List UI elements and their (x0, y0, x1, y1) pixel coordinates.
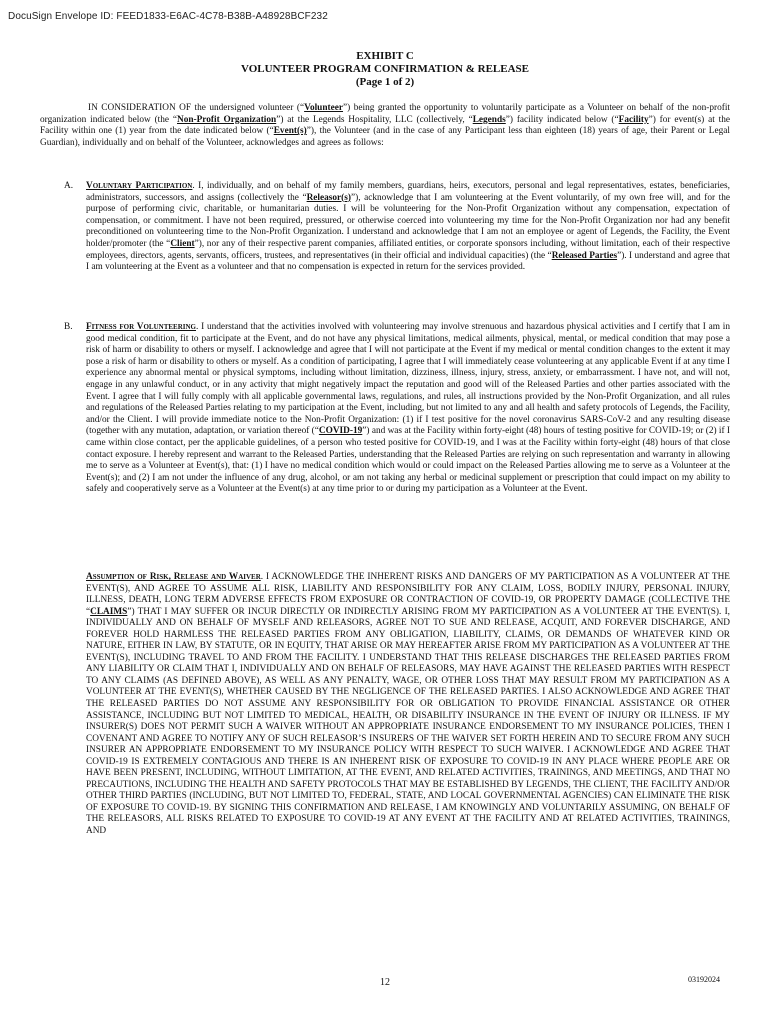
intro-text: ”) facility indicated below (“ (505, 114, 619, 125)
section-text: . I understand that the activities involved with volunteering may involve strenuous and hazardous physical activities and I certify that I am in good medical condition, fit to participate at the Event, and do not have any physical limitations, medical ailments, physical, mental, or medical condition that may pose a risk of harm or disability to others or myself. I acknowledge and agree that I will not participate at the Event if my medical or mental condition changes to the extent it may pose a risk of harm or disability to others or myself. As a condition of participating, I agree that I will immediately cease volunteering at any applicable Event if at any time I experience any abnormal mental or physical symptoms, including without limitation, dizziness, illness, injury, stress, anxiety, or embarrassment. I have not, and will not, engage in any unlawful conduct, or in any activity that might negatively impact the reputation and good will of the Released Parties and other parties associated with the Event. I agree that I will fully comply with all applicable governmental laws, regulations, and rules, all instructions provided by the Non-Profit Organization, and all rules and regulations of the Released Parties relating to my participation at the Event, including, but not limited to any and all health and safety protocols of Legends, the Facility, and/or the Client. I will provide immediate notice to the Non-Profit Organization: (1) if I test positive for the novel coronavirus SARS-CoV-2 and any resulting disease (together with any mutation, adaptation, or variation thereof (“ (86, 322, 730, 437)
defined-term-legends: Legends (472, 114, 506, 125)
exhibit-label: EXHIBIT C (356, 50, 414, 62)
defined-term-events: Event(s) (273, 126, 307, 137)
defined-term-covid-19: COVID-19 (318, 426, 363, 437)
intro-text: ”), the Volunteer (and in the case of any Participant less than eighteen (18) years of age, their Parent or Legal Guardian), individually and on behalf of the Volunteer, acknowledges and agrees as follows: (40, 126, 730, 148)
section-letter: B. (64, 322, 73, 332)
section-heading: Assumption of Risk, Release and Waiver (86, 572, 261, 582)
section-text: ”). I understand and agree that I am volunteering at the Event as a volunteer and that no compensation is expected in return for the services provided. (86, 250, 730, 273)
defined-term-client: Client (170, 238, 195, 249)
document-title: VOLUNTEER PROGRAM CONFIRMATION & RELEASE (240, 63, 530, 75)
intro-text: IN CONSIDERATION OF the undersigned volunteer (“ (88, 103, 305, 113)
docusign-envelope-id: DocuSign Envelope ID: FEED1833-E6AC-4C78-B38B-A48928BCF232 (8, 11, 328, 22)
section-fitness-for-volunteering (40, 322, 730, 496)
section-text: ”), nor any of their respective parent companies, affiliated entities, or corporate sponsors including, without limitation, each of their respective employees, directors, agents, servants, officers, trustees, and representatives (in their official and individual capacities) (the “ (86, 238, 731, 261)
intro-text: ”) for event(s) at the Facility within one (1) year from the date indicated below (“ (40, 114, 730, 137)
section-text: ”) and was at the Facility within forty-eight (48) hours of testing positive for COVID-19; or (2) if I came within close contact, per the applicable guidelines, of a person who tested positive for COVID-19, and I was at the Facility within forty-eight (48) hours of that close contact exposure. I hereby represent and warrant to the Released Parties, understanding that the Released Parties are relying on such representation and warranty in allowing me to serve as a Volunteer at Event(s), that: (1) I have no medical condition which would or could impact on the Released Parties allowing me to serve as a Volunteer at the Event(s); and (2) I am not under the influence of any drug, alcohol, or am not taking any herbal or medicinal supplement or prescription that could impact on my ability to safely and cooperatively serve as a Volunteer at the Event(s) at any time prior to or during my participation as a Volunteer at the Event. (86, 426, 730, 495)
page-number: 12 (380, 977, 390, 988)
section-text: . I, individually, and on behalf of my family members, guardians, heirs, executors, personal and legal representatives, estates, beneficiaries, administrators, successors, and assigns (collectively the “ (86, 181, 730, 203)
section-voluntary-participation (40, 181, 730, 274)
defined-term-facility: Facility (618, 114, 649, 125)
document-code: 03192024 (688, 975, 720, 984)
section-heading: Fitness for Volunteering (86, 322, 196, 332)
defined-term-claims: CLAIMS (90, 606, 128, 617)
section-text: ”) THAT I MAY SUFFER OR INCUR DIRECTLY OR INDIRECTLY ARISING FROM MY PARTICIPATION AS A VOLUNTEER AT THE EVENT(S). I, INDIVIDUALLY AND ON BEHALF OF MYSELF AND RELEASORS, AGREE NOT TO SUE AND RELEASE, ACQUIT, AND FOREVER DISCHARGE, AND FOREVER HOLD HARMLESS THE RELEASED PARTIES FROM ANY OBLIGATION, LIABILITY, CLAIMS, OR DEMANDS OF WHATEVER KIND OR NATURE, EITHER IN LAW, BY STATUTE, OR IN EQUITY, THAT ARISE OR MAY HEREAFTER ARISE FROM MY PARTICIPATION AS A VOLUNTEER AT THE EVENT(S), INCLUDING TRAVEL TO AND FROM THE FACILITY. I UNDERSTAND THAT THIS RELEASE DISCHARGES THE RELEASED PARTIES FROM ANY LIABILITY OR CLAIM THAT I, INDIVIDUALLY AND ON BEHALF OF RELEASORS, MAY HAVE AGAINST THE RELEASED PARTIES WITH RESPECT TO ANY CLAIMS (AS DEFINED ABOVE), AS WELL AS ANY PENALTY, WAGE, OR OTHER LOSS THAT MAY RESULT FROM MY PARTICIPATION AS A VOLUNTEER AT THE EVENT(S), WHETHER CAUSED BY THE NEGLIGENCE OF THE RELEASED PARTIES. I ALSO ACKNOWLEDGE AND AGREE THAT THE RELEASED PARTIES DO NOT ASSUME ANY RESPONSIBILITY FOR OR OBLIGATION TO PROVIDE FINANCIAL ASSISTANCE OR OTHER ASSISTANCE, INCLUDING BUT NOT LIMITED TO MEDICAL, HEALTH, OR DISABILITY INSURANCE IN THE EVENT OF INJURY OR ILLNESS. IF MY INSURER(S) DOES NOT PERMIT SUCH A WAIVER WITHOUT AN APPROPRIATE INSURANCE ENDORSEMENT TO MY INSURANCE POLICIES, THEN I COVENANT AND AGREE TO NOTIFY ANY OF SUCH RELEASOR’S INSURERS OF THE WAIVER SET FORTH HEREIN AND TO SECURE FROM ANY SUCH INSURER AN APPROPRIATE ENDORSEMENT TO MY INSURANCE POLICY WITH RESPECT TO SUCH WAIVER. I ACKNOWLEDGE AND AGREE THAT COVID-19 IS EXTREMELY CONTAGIOUS AND THERE IS AN INHERENT RISK OF EXPOSURE TO COVID-19 IN ANY PLACE WHERE PEOPLE ARE OR HAVE BEEN PRESENT, INCLUDING, WITHOUT LIMITATION, AT THE EVENT, AND RELATED ACTIVITIES, TRAININGS, AND MEETINGS, AND THAT NO PRECAUTIONS, INCLUDING THE HEALTH AND SAFETY PROTOCOLS THAT MAY BE ESTABLISHED BY LEGENDS, THE CLIENT, THE FACILITY AND/OR OTHER THIRD PARTIES (INCLUDING, BUT NOT LIMITED TO, FEDERAL, STATE, AND LOCAL GOVERNMENTAL AGENCIES) CAN ELIMINATE THE RISK OF EXPOSURE TO COVID-19. BY SIGNING THIS CONFIRMATION AND RELEASE, I AM KNOWINGLY AND VOLUNTARILY ASSUMING, ON BEHALF OF THE RELEASORS, ALL RISKS RELATED TO EXPOSURE TO COVID-19 AT ANY EVENT AT THE FACILITY AND AT RELATED ACTIVITIES, TRAININGS, AND (86, 606, 730, 837)
intro-text: ”) at the Legends Hospitality, LLC (collectively, “ (276, 114, 473, 125)
section-assumption-of-risk (86, 572, 730, 838)
section-heading: Voluntary Participation (86, 181, 193, 191)
defined-term-released-parties: Released Parties (551, 250, 618, 261)
defined-term-releasors: Releasor(s) (306, 192, 351, 203)
defined-term-non-profit: Non-Profit Organization (177, 114, 277, 125)
section-letter: A. (64, 181, 74, 191)
defined-term-volunteer: Volunteer (304, 103, 344, 113)
section-text: . I ACKNOWLEDGE THE INHERENT RISKS AND DANGERS OF MY PARTICIPATION AS A VOLUNTEER AT THE EVENT(S), AND AGREE TO ASSUME ALL RISK, LIABILITY AND RESPONSIBILITY FOR ANY CLAIM, LOSS, BODILY INJURY, PERSONAL INJURY, ILLNESS, DEATH, LONG TERM ADVERSE EFFECTS FROM EXPOSURE OR CONTRACTION OF COVID-19, OR PROPERTY DAMAGE (COLLECTIVE THE “ (86, 572, 730, 617)
intro-paragraph (40, 103, 730, 149)
section-text: ”), acknowledge that I am volunteering at the Event voluntarily, of my own free will, and for the purpose of performing civic, charitable, or humanitarian duties. I will be volunteering for the Non-Profit Organization without any compensation, expectation of compensation, or commitment. I have not been required, pressured, or otherwise coerced into volunteering my time for the Non-Profit Organization nor had any benefit preconditioned on volunteering time to the Non-Profit Organization. I understand and acknowledge that I am not an employee or agent of Legends, the Facility, the Event holder/promoter (the “ (86, 192, 730, 249)
intro-text: ”) being granted the opportunity to voluntarily participate as a Volunteer on behalf of the non-profit organization indicated below (the “ (40, 103, 730, 125)
page-count: (Page 1 of 2) (355, 76, 415, 88)
